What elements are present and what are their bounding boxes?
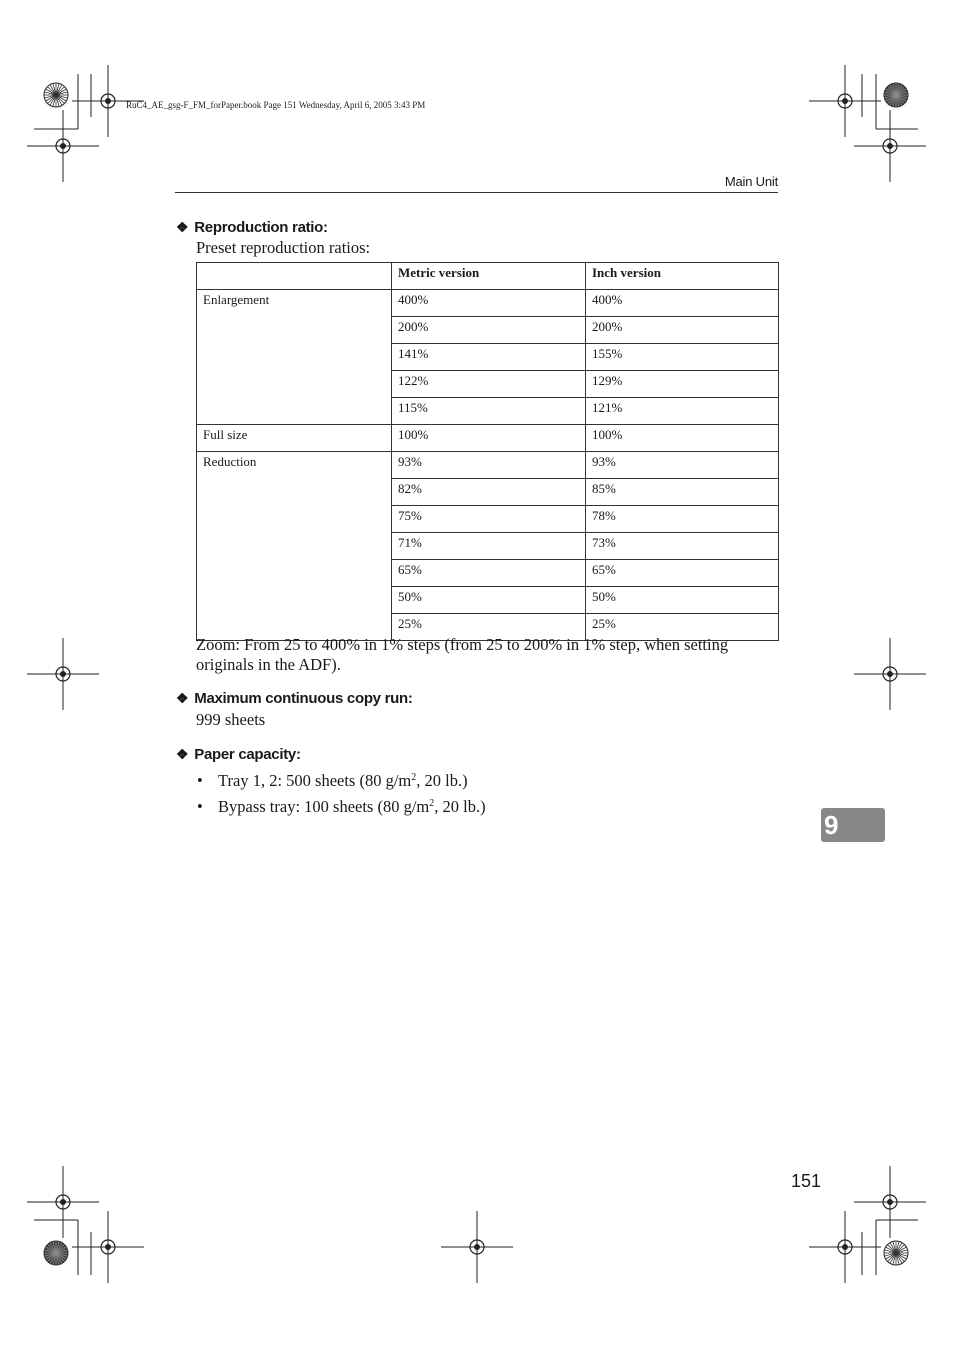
row-group-label: Reduction (197, 452, 392, 641)
inch-value-cell: 121% (586, 398, 779, 425)
registration-dot (105, 98, 111, 104)
list-item (197, 797, 486, 817)
metric-value-cell: 400% (392, 290, 586, 317)
metric-value-cell: 200% (392, 317, 586, 344)
registration-dot (60, 143, 66, 149)
metric-value-cell: 65% (392, 560, 586, 587)
registration-dot (60, 1199, 66, 1205)
metric-value-cell: 122% (392, 371, 586, 398)
ratio-table-body (197, 290, 779, 641)
diamond-bullet-icon: ❖ (176, 690, 189, 706)
bullet: • (197, 797, 203, 816)
diamond-bullet-icon: ❖ (176, 219, 189, 235)
metric-value-cell: 82% (392, 479, 586, 506)
registration-dot (887, 671, 893, 677)
table-header-cell: Metric version (392, 263, 586, 290)
diamond-bullet-icon: ❖ (176, 746, 189, 762)
chapter-tab: 9 (821, 808, 885, 842)
metric-value-cell: 115% (392, 398, 586, 425)
max-run-heading-text: Maximum continuous copy run: (194, 690, 413, 707)
table-row (197, 425, 779, 452)
table-header-row (197, 263, 779, 290)
zoom-text-line2: originals in the ADF). (196, 655, 341, 674)
list-item (197, 771, 468, 791)
inch-value-cell: 129% (586, 371, 779, 398)
metric-value-cell: 75% (392, 506, 586, 533)
list-item-text: Bypass tray: 100 sheets (80 g/m (218, 797, 430, 816)
inch-value-cell: 100% (586, 425, 779, 452)
inch-value-cell: 73% (586, 533, 779, 560)
inch-value-cell: 93% (586, 452, 779, 479)
paper-capacity-heading-text: Paper capacity: (194, 746, 301, 763)
table-row (197, 290, 779, 317)
reproduction-heading-text: Reproduction ratio: (194, 219, 328, 236)
inch-value-cell: 200% (586, 317, 779, 344)
max-run-heading (176, 690, 413, 707)
print-info: RuC4_AE_gsg-F_FM_forPaper.book Page 151 Wednesday, April 6, 2005 3:43 PM (126, 100, 426, 110)
inch-value-cell: 50% (586, 587, 779, 614)
list-item-text-end: , 20 lb.) (416, 771, 468, 790)
row-group-label: Enlargement (197, 290, 392, 425)
table-header-cell (197, 263, 392, 290)
superscript: 2 (429, 798, 435, 809)
list-item-text: Tray 1, 2: 500 sheets (80 g/m (218, 771, 412, 790)
inch-value-cell: 25% (586, 614, 779, 641)
paper-capacity-heading (176, 746, 301, 763)
metric-value-cell: 100% (392, 425, 586, 452)
section-label: Main Unit (724, 174, 778, 189)
inch-value-cell: 65% (586, 560, 779, 587)
header-rule (175, 192, 778, 193)
bullet: • (197, 771, 203, 790)
metric-value-cell: 50% (392, 587, 586, 614)
superscript: 2 (411, 772, 417, 783)
registration-dot (887, 1199, 893, 1205)
reproduction-heading (176, 219, 328, 236)
metric-value-cell: 93% (392, 452, 586, 479)
page-number: 151 (791, 1171, 822, 1191)
registration-dot (842, 1244, 848, 1250)
inch-value-cell: 400% (586, 290, 779, 317)
zoom-text-line1: Zoom: From 25 to 400% in 1% steps (from 25 to 200% in 1% step, when setting (196, 635, 729, 654)
registration-dot (474, 1244, 480, 1250)
max-run-value: 999 sheets (196, 710, 266, 729)
inch-value-cell: 78% (586, 506, 779, 533)
metric-value-cell: 141% (392, 344, 586, 371)
row-group-label: Full size (197, 425, 392, 452)
registration-dot (60, 671, 66, 677)
registration-dot (887, 143, 893, 149)
registration-dot (842, 98, 848, 104)
reproduction-intro: Preset reproduction ratios: (196, 238, 371, 257)
metric-value-cell: 25% (392, 614, 586, 641)
inch-value-cell: 85% (586, 479, 779, 506)
list-item-text-end: , 20 lb.) (434, 797, 486, 816)
table-row (197, 452, 779, 479)
metric-value-cell: 71% (392, 533, 586, 560)
inch-value-cell: 155% (586, 344, 779, 371)
registration-dot (105, 1244, 111, 1250)
ratio-table (196, 262, 779, 641)
table-header-cell: Inch version (586, 263, 779, 290)
